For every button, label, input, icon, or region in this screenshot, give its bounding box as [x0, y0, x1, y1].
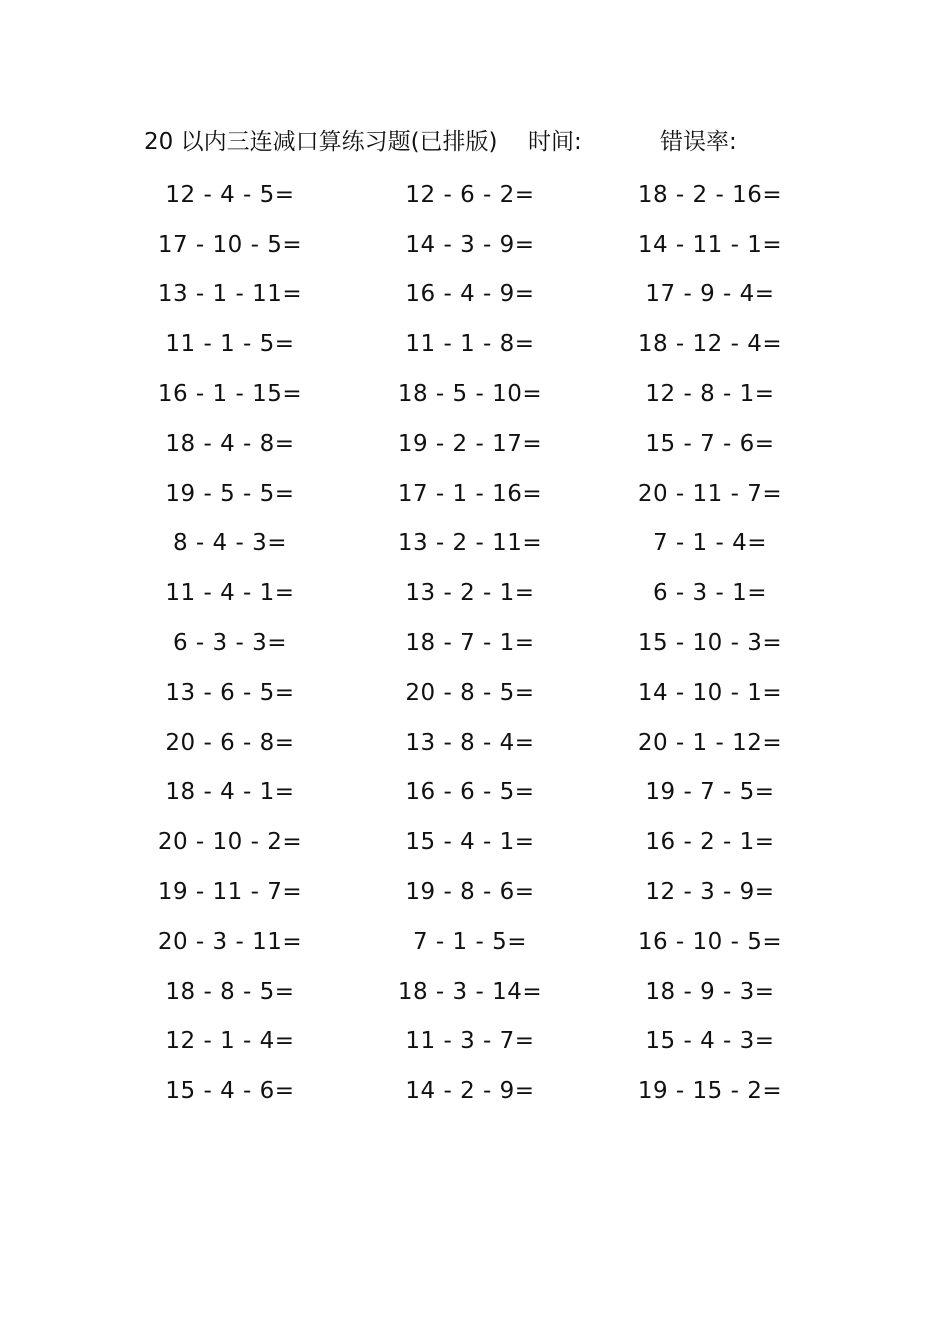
math-problem: 17 - 10 - 5= — [157, 231, 303, 258]
problem-row — [110, 718, 830, 768]
math-problem: 11 - 1 - 5= — [165, 331, 295, 358]
problem-row — [110, 220, 830, 270]
problem-row — [110, 270, 830, 320]
math-problem: 18 - 2 - 16= — [637, 181, 783, 208]
math-problem: 18 - 4 - 8= — [165, 430, 295, 457]
math-problem: 16 - 6 - 5= — [405, 779, 535, 806]
math-problem: 14 - 2 - 9= — [405, 1078, 535, 1105]
math-problem: 12 - 4 - 5= — [165, 181, 295, 208]
math-problem: 15 - 7 - 6= — [645, 430, 775, 457]
math-problem: 12 - 1 - 4= — [165, 1028, 295, 1055]
problem-row — [110, 469, 830, 519]
problem-row — [110, 1017, 830, 1067]
problem-row — [110, 369, 830, 419]
math-problem: 19 - 2 - 17= — [397, 430, 543, 457]
problem-row — [110, 917, 830, 967]
math-problem: 14 - 11 - 1= — [637, 231, 783, 258]
math-problem: 6 - 3 - 1= — [652, 580, 767, 607]
math-problem: 13 - 2 - 1= — [405, 580, 535, 607]
math-problem: 20 - 8 - 5= — [405, 679, 535, 706]
math-problem: 13 - 1 - 11= — [157, 281, 303, 308]
problem-row — [110, 967, 830, 1017]
math-problem: 20 - 11 - 7= — [637, 480, 783, 507]
math-problem: 19 - 5 - 5= — [165, 480, 295, 507]
math-problem: 17 - 1 - 16= — [397, 480, 543, 507]
problem-row — [110, 817, 830, 867]
worksheet-title: 20 以内三连减口算练习题(已排版) — [144, 129, 498, 155]
problem-row — [110, 319, 830, 369]
problem-row — [110, 170, 830, 220]
math-problem: 13 - 8 - 4= — [405, 729, 535, 756]
math-problem: 7 - 1 - 4= — [652, 530, 767, 557]
math-problem: 19 - 8 - 6= — [405, 879, 535, 906]
math-problem: 15 - 10 - 3= — [637, 630, 783, 657]
math-problem: 18 - 12 - 4= — [637, 331, 783, 358]
problem-row — [110, 768, 830, 818]
math-problem: 19 - 7 - 5= — [645, 779, 775, 806]
problem-row — [110, 519, 830, 569]
math-problem: 18 - 8 - 5= — [165, 978, 295, 1005]
math-problem: 16 - 2 - 1= — [645, 829, 775, 856]
math-problem: 15 - 4 - 6= — [165, 1078, 295, 1105]
time-label: 时间: — [528, 129, 582, 155]
math-problem: 7 - 1 - 5= — [412, 928, 527, 955]
math-problem: 16 - 4 - 9= — [405, 281, 535, 308]
math-problem: 16 - 1 - 15= — [157, 381, 303, 408]
math-problem: 12 - 3 - 9= — [645, 879, 775, 906]
math-problem: 17 - 9 - 4= — [645, 281, 775, 308]
math-problem: 12 - 6 - 2= — [405, 181, 535, 208]
math-problem: 13 - 2 - 11= — [397, 530, 543, 557]
math-problem: 18 - 9 - 3= — [645, 978, 775, 1005]
problem-row — [110, 668, 830, 718]
math-problem: 13 - 6 - 5= — [165, 679, 295, 706]
math-problem: 12 - 8 - 1= — [645, 381, 775, 408]
math-problem: 19 - 15 - 2= — [637, 1078, 783, 1105]
math-problem: 20 - 10 - 2= — [157, 829, 303, 856]
math-problem: 14 - 10 - 1= — [637, 679, 783, 706]
math-problem: 19 - 11 - 7= — [157, 879, 303, 906]
math-problem: 18 - 4 - 1= — [165, 779, 295, 806]
math-problem: 16 - 10 - 5= — [637, 928, 783, 955]
math-problem: 18 - 7 - 1= — [405, 630, 535, 657]
math-problem: 14 - 3 - 9= — [405, 231, 535, 258]
math-problem: 18 - 3 - 14= — [397, 978, 543, 1005]
problem-grid — [110, 170, 830, 1116]
math-problem: 8 - 4 - 3= — [172, 530, 287, 557]
math-problem: 20 - 1 - 12= — [637, 729, 783, 756]
problem-row — [110, 568, 830, 618]
math-problem: 20 - 6 - 8= — [165, 729, 295, 756]
math-problem: 15 - 4 - 1= — [405, 829, 535, 856]
math-problem: 20 - 3 - 11= — [157, 928, 303, 955]
math-problem: 15 - 4 - 3= — [645, 1028, 775, 1055]
worksheet-header — [144, 124, 804, 160]
math-problem: 6 - 3 - 3= — [172, 630, 287, 657]
problem-row — [110, 419, 830, 469]
error-rate-label: 错误率: — [660, 129, 737, 155]
problem-row — [110, 867, 830, 917]
math-problem: 11 - 3 - 7= — [405, 1028, 535, 1055]
problem-row — [110, 618, 830, 668]
math-problem: 18 - 5 - 10= — [397, 381, 543, 408]
math-problem: 11 - 4 - 1= — [165, 580, 295, 607]
problem-row — [110, 1066, 830, 1116]
math-problem: 11 - 1 - 8= — [405, 331, 535, 358]
